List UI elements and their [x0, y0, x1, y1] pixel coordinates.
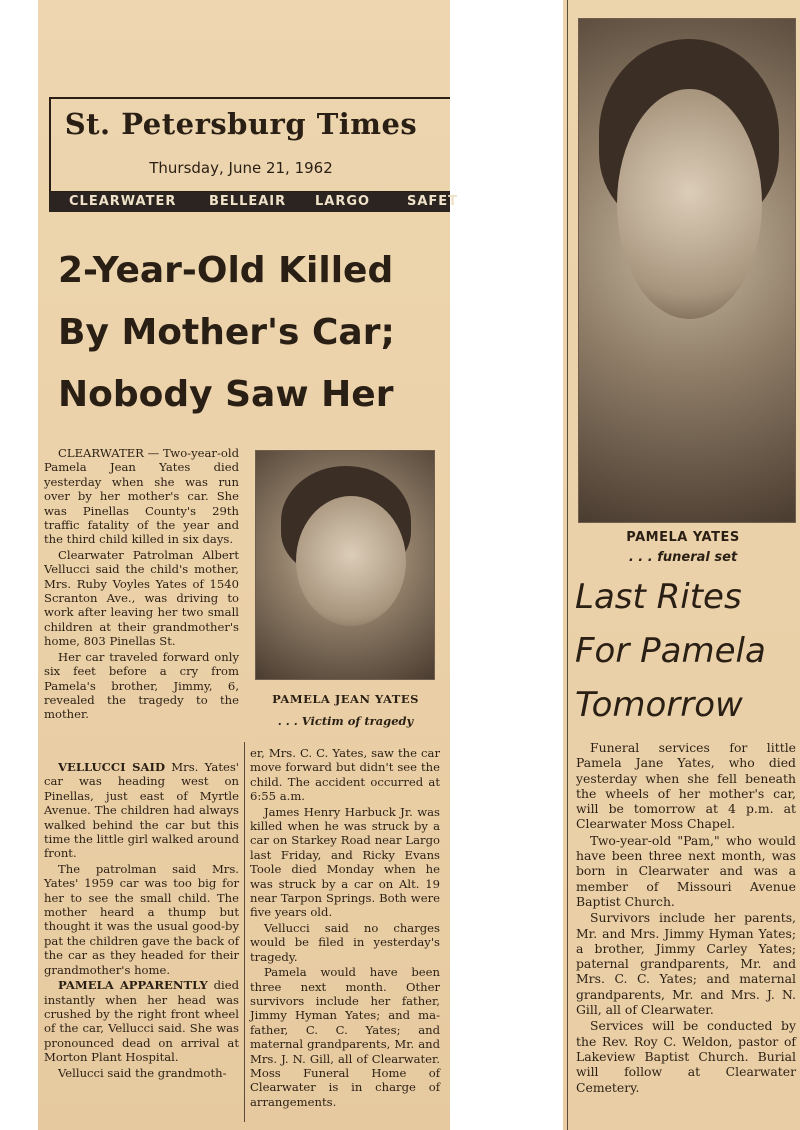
- paragraph: VELLUCCI SAID Mrs. Yates' car was heading west on Pinellas, just east of Myrtle Avenue. The children had always walked behind the car but this time the little girl walked around front.: [44, 760, 239, 861]
- column-divider: [244, 742, 245, 1122]
- headline-line-1: Last Rites: [575, 577, 742, 617]
- band-largo: LARGO: [315, 194, 371, 209]
- funeral-headline: [575, 570, 795, 732]
- paragraph: Clearwater Patrolman Albert Vellucci said the child's mother, Mrs. Ruby Voyles Yates of 1540 Scranton Ave., was driving to work after leaving her two small children at their grandmother's home, 803 Pinellas St.: [44, 547, 239, 649]
- paragraph: er, Mrs. C. C. Yates, saw the car move forward but didn't see the child. The accident occurred at 6:55 a.m.: [250, 746, 440, 804]
- article-column-2: [250, 746, 440, 1110]
- paragraph: PAMELA APPARENTLY died instantly when her head was crushed by the right front wheel of the car, Vellucci said. She was pronounced dead on arrival at Morton Plant Hospital.: [44, 978, 239, 1065]
- paragraph: Survivors include her parents, Mr. and Mrs. Jimmy Hyman Yates; a brother, Jimmy Carley Yates; paternal grandparents, Mr. and Mrs. C. C. Yates; and maternal grandparents, Mr. and Mrs. J. N. Gill, all of Clearwater.: [576, 910, 796, 1018]
- paragraph: CLEARWATER — Two-year-old Pamela Jean Yates died yesterday when she was run over by her mother's car. She was Pinellas County's 29th traffic fatality of the year and the third child killed in six days.: [44, 446, 239, 547]
- headline-line-3: Nobody Saw Her: [58, 374, 394, 415]
- band-belleair: BELLEAIR: [209, 194, 287, 209]
- section-band: [49, 192, 459, 212]
- article-column-1-top: [44, 446, 239, 723]
- band-safety-harbor: SAFET: [407, 194, 459, 209]
- photo-pamela-jean-yates: [255, 450, 435, 680]
- photo-pamela-yates: [578, 18, 796, 523]
- photo-caption-name: PAMELA YATES: [626, 530, 740, 545]
- main-headline: [58, 240, 448, 426]
- lead-in: PAMELA APPARENTLY: [58, 978, 208, 993]
- headline-line-1: 2-Year-Old Killed: [58, 250, 394, 291]
- paragraph: Vellucci said no charges would be filed in yesterday's tragedy.: [250, 920, 440, 964]
- headline-line-3: Tomorrow: [575, 685, 743, 725]
- funeral-article-body: [576, 740, 796, 1096]
- paragraph: Vellucci said the grandmoth-: [58, 1065, 227, 1080]
- photo-face: [296, 496, 406, 626]
- clipping-edge-rule: [567, 0, 568, 1130]
- lead-in: VELLUCCI SAID: [58, 760, 165, 774]
- masthead-title: St. Petersburg Times: [64, 107, 418, 141]
- photo-face: [617, 89, 762, 319]
- paragraph: Services will be conducted by the Rev. Roy C. Weldon, pastor of Lakeview Baptist Church. Burial will follow at Clearwater Cemetery.: [576, 1018, 796, 1095]
- article-column-1-bottom: [44, 760, 239, 1081]
- paragraph: James Henry Harbuck Jr. was killed when he was struck by a car on Starkey Road near Largo last Friday, and Ricky Evans Toole died Monday when he was struck by a car on Alt. 19 near Tarpon Springs. Both were five years old.: [250, 804, 440, 920]
- paragraph: Two-year-old "Pam," who would have been three next month, was born in Clearwater and was a member of Missouri Avenue Baptist Church.: [576, 832, 796, 909]
- masthead: [49, 97, 450, 193]
- masthead-date: Thursday, June 21, 1962: [149, 159, 333, 177]
- headline-line-2: For Pamela: [575, 631, 766, 671]
- paragraph: The patrolman said Mrs. Yates' 1959 car was too big for her to see the small child. The mother heard a thump but thought it was the usual good-by pat the children gave the back of the car as they headed for their grandmother's home.: [44, 861, 239, 977]
- photo-caption-name: PAMELA JEAN YATES: [272, 692, 419, 706]
- photo-caption-sub: . . . Victim of tragedy: [277, 714, 414, 728]
- paragraph: Funeral services for little Pamela Jane Yates, who died yesterday when she fell beneath the wheels of her mother's car, will be tomorrow at 4 p.m. at Clearwater Moss Chapel.: [576, 740, 796, 832]
- paragraph: Pamela would have been three next month. Other survivors include her father, Jimmy Hyman Yates; and ma-father, C. C. Yates; and maternal grandparents, Mr. and Mrs. J. N. Gill, all of Clearwater. Moss Funeral Home of Clearwater is in charge of arrangements.: [250, 965, 440, 1109]
- newspaper-clipping-funeral: [563, 0, 800, 1130]
- band-clearwater: CLEARWATER: [69, 194, 177, 209]
- photo-caption-sub: . . . funeral set: [628, 550, 738, 565]
- paragraph: Her car traveled forward only six feet before a cry from Pamela's brother, Jimmy, 6, revealed the tragedy to the mother.: [44, 649, 239, 722]
- headline-line-2: By Mother's Car;: [58, 312, 395, 353]
- newspaper-clipping-main: [38, 0, 459, 1130]
